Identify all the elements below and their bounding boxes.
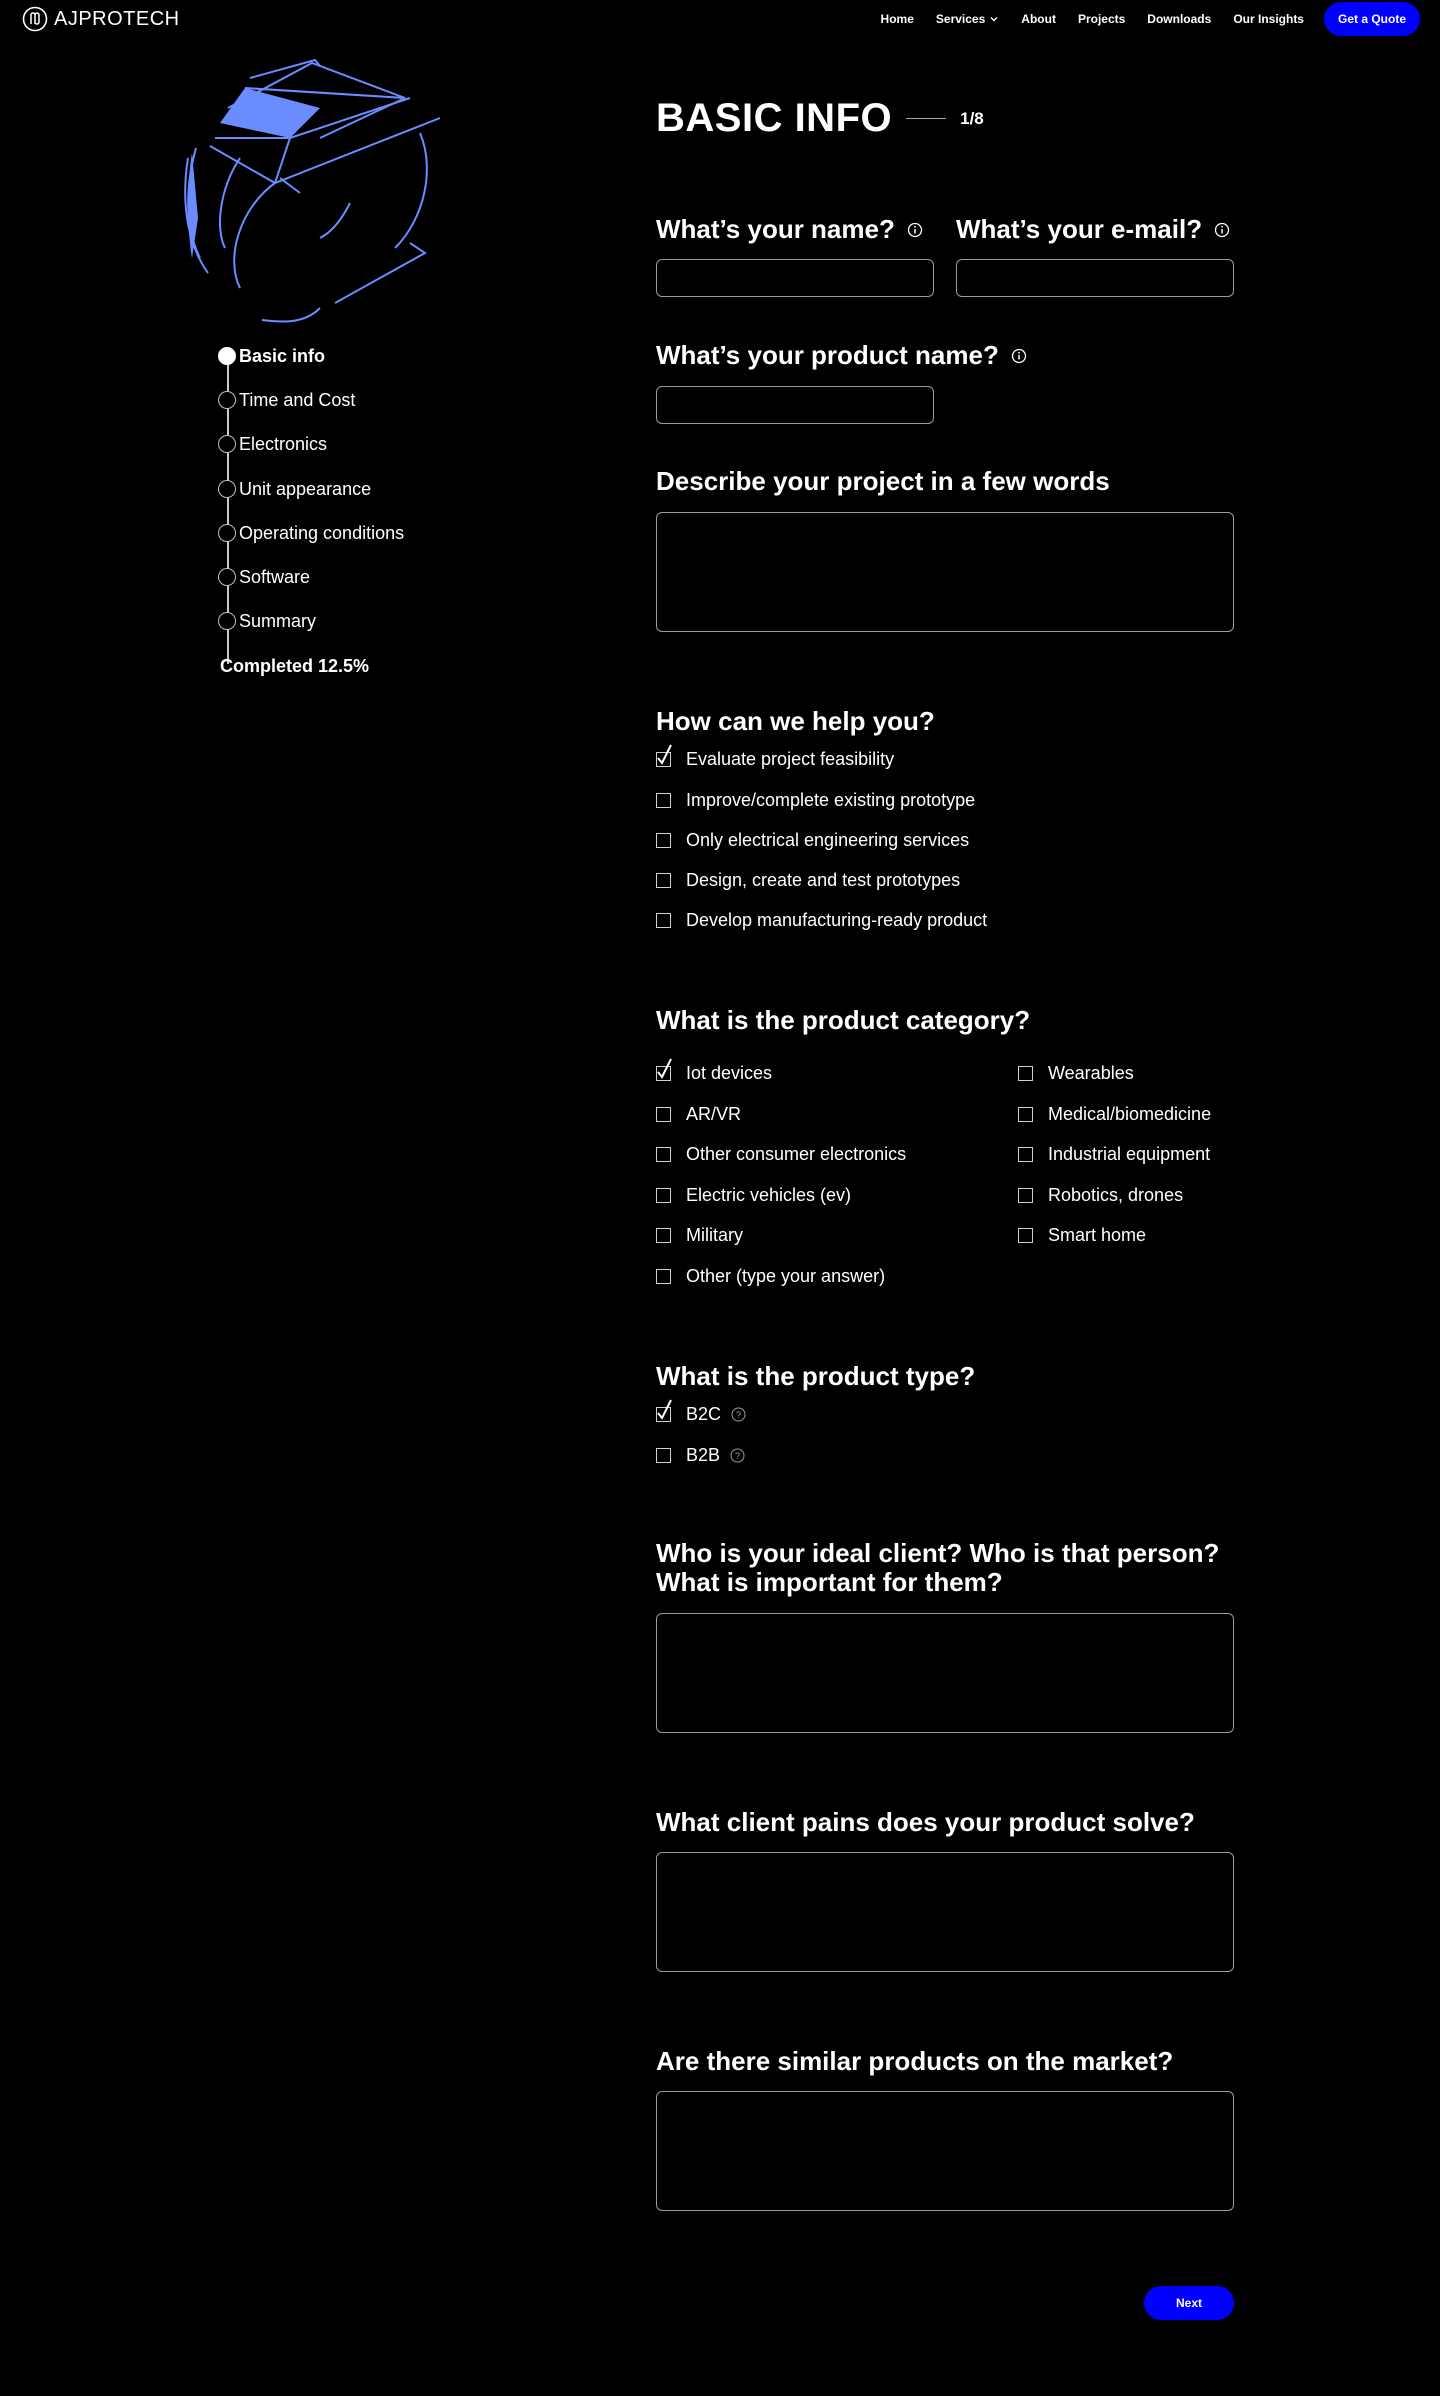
option-label: Smart home bbox=[1048, 1225, 1147, 1245]
help-label: How can we help you? bbox=[656, 706, 935, 736]
step-time-and-cost[interactable] bbox=[218, 388, 478, 432]
nav-projects[interactable]: Projects bbox=[1077, 12, 1126, 26]
ideal-client-label-line2: What is important for them? bbox=[656, 1567, 1003, 1597]
help-icon[interactable] bbox=[730, 1448, 745, 1463]
step-label: Time and Cost bbox=[239, 390, 356, 411]
category-arvr[interactable] bbox=[656, 1104, 741, 1125]
checkbox[interactable] bbox=[656, 1188, 671, 1203]
category-other[interactable] bbox=[656, 1266, 885, 1287]
brand-name: AJPROTECH bbox=[54, 7, 180, 30]
option-label: AR/VR bbox=[686, 1104, 742, 1124]
nav-home[interactable]: Home bbox=[880, 12, 914, 26]
option-label: Design, create and test prototypes bbox=[686, 870, 961, 890]
step-label: Summary bbox=[239, 611, 317, 632]
checkbox[interactable] bbox=[1018, 1188, 1033, 1203]
checkbox[interactable] bbox=[656, 1228, 671, 1243]
logo-mark-icon bbox=[22, 6, 48, 32]
checkbox[interactable] bbox=[656, 833, 671, 848]
nav-about[interactable]: About bbox=[1021, 12, 1056, 26]
info-icon[interactable] bbox=[1214, 222, 1230, 238]
pains-label: What client pains does your product solve? bbox=[656, 1807, 1195, 1837]
get-quote-button[interactable]: Get a Quote bbox=[1324, 2, 1420, 36]
category-iot[interactable] bbox=[656, 1063, 772, 1084]
help-option-prototype[interactable] bbox=[656, 790, 975, 811]
checkbox-checked[interactable] bbox=[656, 752, 671, 767]
option-label: Improve/complete existing prototype bbox=[686, 790, 976, 810]
describe-label: Describe your project in a few words bbox=[656, 466, 1110, 496]
email-label bbox=[956, 214, 1230, 245]
checkbox[interactable] bbox=[656, 873, 671, 888]
option-label: Iot devices bbox=[686, 1063, 773, 1083]
pains-textarea[interactable] bbox=[656, 1852, 1234, 1972]
category-industrial[interactable] bbox=[1018, 1144, 1210, 1165]
help-option-manufacturing[interactable] bbox=[656, 910, 987, 931]
main-nav bbox=[859, 2, 1420, 36]
svg-text:?: ? bbox=[735, 1451, 741, 1461]
option-label: Wearables bbox=[1048, 1063, 1134, 1083]
nav-services-label: Services bbox=[935, 12, 986, 26]
option-label: Evaluate project feasibility bbox=[686, 749, 895, 769]
option-label: Military bbox=[686, 1225, 743, 1245]
step-label: Software bbox=[239, 566, 311, 587]
type-b2b[interactable] bbox=[656, 1445, 745, 1466]
title-divider bbox=[906, 118, 946, 119]
option-label: B2C bbox=[686, 1404, 722, 1424]
category-wearables[interactable] bbox=[1018, 1063, 1134, 1084]
chevron-down-icon bbox=[989, 14, 999, 24]
category-ev[interactable] bbox=[656, 1185, 851, 1206]
step-basic-info[interactable] bbox=[218, 344, 478, 388]
nav-downloads[interactable]: Downloads bbox=[1147, 12, 1212, 26]
help-icon[interactable] bbox=[731, 1407, 746, 1422]
category-military[interactable] bbox=[656, 1225, 743, 1246]
checkbox[interactable] bbox=[656, 1448, 671, 1463]
page-title: BASIC INFO bbox=[656, 96, 893, 140]
option-label: Medical/biomedicine bbox=[1048, 1104, 1212, 1124]
option-label: Other (type your answer) bbox=[686, 1266, 886, 1286]
checkbox[interactable] bbox=[1018, 1147, 1033, 1162]
step-label: Operating conditions bbox=[239, 522, 405, 543]
step-label: Unit appearance bbox=[239, 478, 372, 499]
category-robotics[interactable] bbox=[1018, 1185, 1183, 1206]
type-b2c[interactable] bbox=[656, 1404, 746, 1425]
option-label: Robotics, drones bbox=[1048, 1185, 1184, 1205]
option-label: Only electrical engineering services bbox=[686, 830, 970, 850]
checkbox[interactable] bbox=[1018, 1107, 1033, 1122]
step-dot bbox=[218, 568, 236, 586]
info-icon[interactable] bbox=[1011, 348, 1027, 364]
help-option-design[interactable] bbox=[656, 870, 960, 891]
page-counter: 1/8 bbox=[960, 108, 984, 128]
name-label-text: What’s your name? bbox=[656, 214, 895, 244]
nav-services[interactable] bbox=[936, 12, 999, 26]
checkbox[interactable] bbox=[656, 1147, 671, 1162]
next-button[interactable]: Next bbox=[1144, 2286, 1234, 2320]
step-operating-conditions[interactable] bbox=[218, 521, 478, 565]
step-dot bbox=[218, 435, 236, 453]
svg-text:?: ? bbox=[736, 1410, 742, 1420]
similar-products-label: Are there similar products on the market? bbox=[656, 2046, 1174, 2076]
category-consumer[interactable] bbox=[656, 1144, 906, 1165]
type-label: What is the product type? bbox=[656, 1361, 976, 1391]
form-title-row bbox=[656, 96, 984, 141]
email-label-text: What’s your e-mail? bbox=[956, 214, 1203, 244]
ideal-client-textarea[interactable] bbox=[656, 1613, 1234, 1733]
step-dot bbox=[218, 391, 236, 409]
describe-textarea[interactable] bbox=[656, 512, 1234, 632]
checkmark-icon bbox=[656, 744, 676, 766]
checkbox[interactable] bbox=[656, 1107, 671, 1122]
checkbox-checked[interactable] bbox=[656, 1407, 671, 1422]
checkbox[interactable] bbox=[1018, 1228, 1033, 1243]
product-name-input[interactable] bbox=[656, 386, 934, 424]
checkbox[interactable] bbox=[656, 913, 671, 928]
option-label: Electric vehicles (ev) bbox=[686, 1185, 852, 1205]
checkbox-checked[interactable] bbox=[656, 1066, 671, 1081]
option-label: Develop manufacturing-ready product bbox=[686, 910, 988, 930]
checkbox[interactable] bbox=[656, 1269, 671, 1284]
step-software[interactable] bbox=[218, 565, 478, 609]
checkmark-icon bbox=[656, 1399, 676, 1421]
nav-insights[interactable]: Our Insights bbox=[1233, 12, 1304, 26]
site-header bbox=[0, 0, 1440, 38]
checkmark-icon bbox=[656, 1058, 676, 1080]
name-label bbox=[656, 214, 923, 245]
step-label: Electronics bbox=[239, 434, 328, 455]
completion-status: Completed 12.5% bbox=[220, 656, 370, 676]
step-dot bbox=[218, 612, 236, 630]
option-label: B2B bbox=[686, 1445, 721, 1465]
step-summary[interactable] bbox=[218, 609, 478, 653]
help-option-feasibility[interactable] bbox=[656, 749, 894, 770]
category-label: What is the product category? bbox=[656, 1005, 1031, 1035]
option-label: Other consumer electronics bbox=[686, 1144, 907, 1164]
step-dot-active bbox=[218, 347, 236, 365]
category-smart-home[interactable] bbox=[1018, 1225, 1146, 1246]
step-dot bbox=[218, 524, 236, 542]
category-medical[interactable] bbox=[1018, 1104, 1211, 1125]
box-sketch-illustration bbox=[180, 58, 450, 328]
product-name-label bbox=[656, 340, 1027, 371]
info-icon[interactable] bbox=[907, 222, 923, 238]
step-dot bbox=[218, 480, 236, 498]
checkbox[interactable] bbox=[1018, 1066, 1033, 1081]
product-name-label-text: What’s your product name? bbox=[656, 340, 999, 370]
ideal-client-label-line1: Who is your ideal client? Who is that person? bbox=[656, 1538, 1220, 1568]
progress-steps bbox=[218, 344, 478, 653]
logo[interactable] bbox=[22, 6, 180, 32]
step-unit-appearance[interactable] bbox=[218, 477, 478, 521]
option-label: Industrial equipment bbox=[1048, 1144, 1211, 1164]
help-option-electrical[interactable] bbox=[656, 830, 969, 851]
step-label: Basic info bbox=[239, 346, 326, 366]
step-electronics[interactable] bbox=[218, 432, 478, 476]
similar-products-textarea[interactable] bbox=[656, 2091, 1234, 2211]
checkbox[interactable] bbox=[656, 793, 671, 808]
email-input[interactable] bbox=[956, 259, 1234, 297]
name-input[interactable] bbox=[656, 259, 934, 297]
